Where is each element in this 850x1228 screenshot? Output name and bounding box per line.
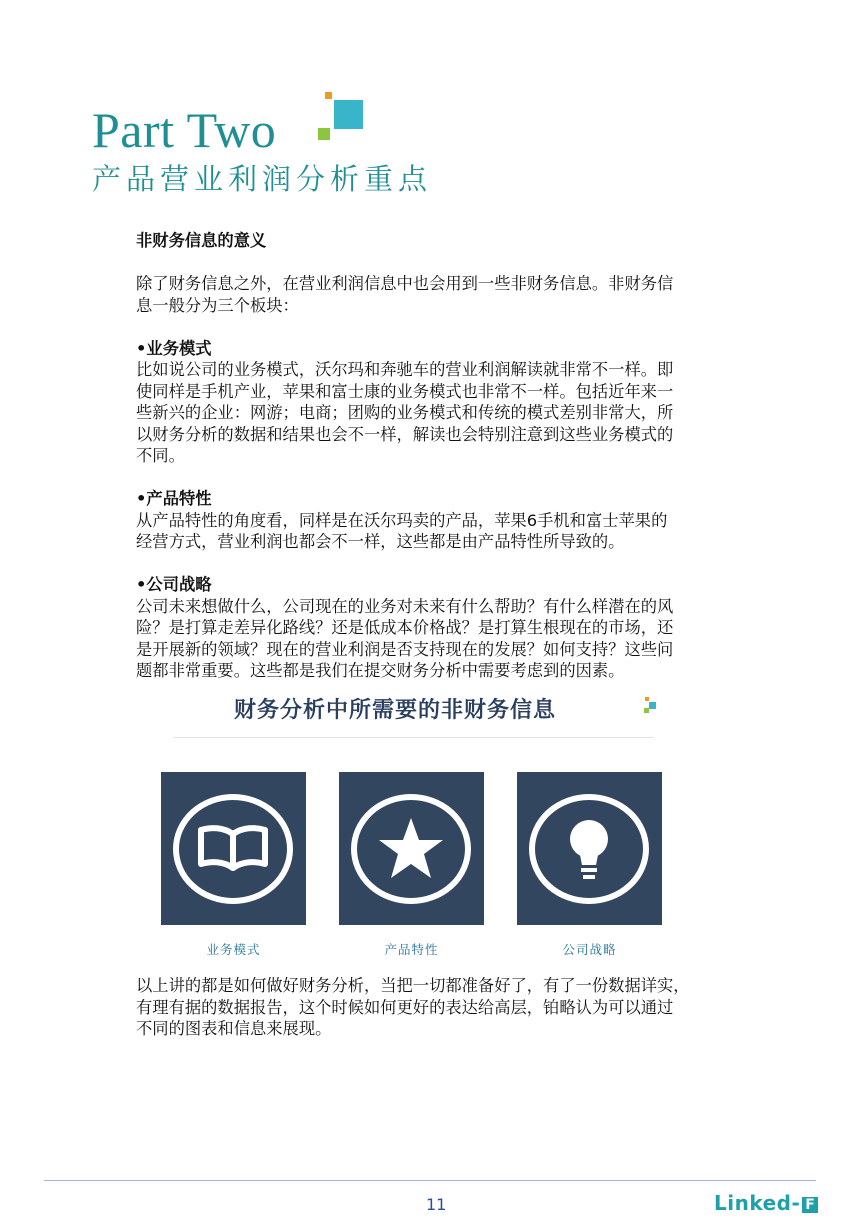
block-line: 从产品特性的角度看，同样是在沃尔玛卖的产品，苹果6手机和富士苹果的 xyxy=(136,510,668,530)
section-heading: 非财务信息的意义 xyxy=(136,231,267,250)
block-title-strategy: •公司战略 xyxy=(136,575,212,594)
closing-line: 不同的图表和信息来展现。 xyxy=(136,1019,332,1038)
figure-title: 财务分析中所需要的非财务信息 xyxy=(234,698,557,723)
brand-logo xyxy=(714,1191,818,1215)
tile-label: 公司战略 xyxy=(562,942,617,957)
block-title-business-model: •业务模式 xyxy=(136,338,212,358)
block-line: 不同。 xyxy=(136,446,185,465)
block-line: 些新兴的企业：网游；电商；团购的业务模式和传统的模式差别非常大，所 xyxy=(136,403,674,422)
tile-product-traits xyxy=(339,772,484,925)
brand-text: Linked- xyxy=(714,1191,801,1215)
block-line: 比如说公司的业务模式，沃尔玛和奔驰车的营业利润解读就非常不一样。即 xyxy=(136,360,674,379)
decor-square-green xyxy=(318,128,330,140)
body-text xyxy=(136,230,721,682)
closing-line: 以上讲的都是如何做好财务分析，当把一切都准备好了，有了一份数据详实， xyxy=(136,976,690,995)
info-figure xyxy=(158,685,678,965)
tile-label: 产品特性 xyxy=(384,942,439,957)
figure-divider xyxy=(174,737,654,738)
figure-decor xyxy=(649,702,656,709)
block-title-product-traits: •产品特性 xyxy=(136,489,212,508)
block-line: 题都非常重要。这些都是我们在提交财务分析中需要考虑到的因素。 xyxy=(136,661,625,680)
brand-mark: F xyxy=(802,1197,818,1213)
part-title: Part Two xyxy=(92,102,277,158)
intro-line: 息一般分为三个板块： xyxy=(136,295,299,315)
decor-square-teal xyxy=(334,100,363,129)
figure-decor xyxy=(645,697,649,701)
block-line: 公司未来想做什么，公司现在的业务对未来有什么帮助？有什么样潜在的风 xyxy=(136,596,674,616)
tile-label: 业务模式 xyxy=(206,942,261,957)
block-line: 以财务分析的数据和结果也会不一样，解读也会特别注意到这些业务模式的 xyxy=(136,424,674,444)
block-line: 是开展新的领域？现在的营业利润是否支持现在的发展？如何支持？这些问 xyxy=(136,639,674,659)
page-number: 11 xyxy=(426,1195,447,1214)
block-line: 险？是打算走差异化路线？还是低成本价格战？是打算生根现在的市场，还 xyxy=(136,618,674,637)
block-line: 经营方式，营业利润也都会不一样，这些都是由产品特性所导致的。 xyxy=(136,532,625,551)
footer-divider xyxy=(44,1180,816,1181)
lightbulb-icon xyxy=(517,772,662,925)
tile-strategy xyxy=(517,772,662,925)
figure-decor xyxy=(644,708,649,713)
closing-line: 有理有据的数据报告，这个时候如何更好的表达给高层，铂略认为可以通过 xyxy=(136,997,674,1017)
decor-square-orange xyxy=(325,92,332,99)
closing-text xyxy=(136,975,726,1040)
book-icon xyxy=(161,772,306,925)
star-icon xyxy=(339,772,484,925)
part-subtitle: 产品营业利润分析重点 xyxy=(92,162,433,196)
intro-line: 除了财务信息之外，在营业利润信息中也会用到一些非财务信息。非财务信 xyxy=(136,274,674,293)
tile-business-model xyxy=(161,772,306,925)
block-line: 使同样是手机产业，苹果和富士康的业务模式也非常不一样。包括近年来一 xyxy=(136,381,674,401)
